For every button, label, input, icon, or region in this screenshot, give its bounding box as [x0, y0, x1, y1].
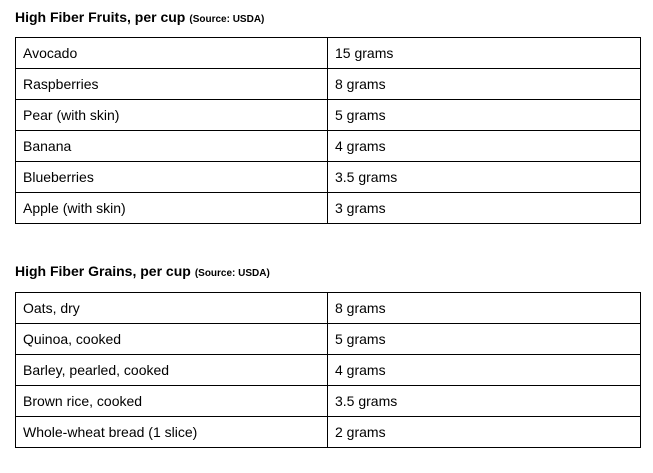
fiber-amount-cell: 2 grams — [328, 417, 641, 448]
fruit-name-cell: Apple (with skin) — [16, 193, 328, 224]
fruits-section-title — [15, 8, 264, 29]
grains-title-text: High Fiber Grains, per cup — [15, 263, 191, 279]
table-row — [16, 324, 641, 355]
table-row — [16, 193, 641, 224]
table-row — [16, 417, 641, 448]
fiber-amount-cell: 5 grams — [328, 324, 641, 355]
fiber-amount-cell: 4 grams — [328, 131, 641, 162]
table-row — [16, 69, 641, 100]
fiber-amount-cell: 8 grams — [328, 293, 641, 324]
grain-name-cell: Whole-wheat bread (1 slice) — [16, 417, 328, 448]
table-row — [16, 131, 641, 162]
fiber-amount-cell: 15 grams — [328, 38, 641, 69]
fiber-amount-cell: 3.5 grams — [328, 162, 641, 193]
fruits-title-text: High Fiber Fruits, per cup — [15, 9, 186, 25]
table-row — [16, 386, 641, 417]
grain-name-cell: Oats, dry — [16, 293, 328, 324]
fiber-amount-cell: 8 grams — [328, 69, 641, 100]
table-row — [16, 293, 641, 324]
fiber-amount-cell: 3 grams — [328, 193, 641, 224]
fruit-name-cell: Avocado — [16, 38, 328, 69]
grains-fiber-table — [15, 292, 641, 448]
fiber-amount-cell: 5 grams — [328, 100, 641, 131]
fruit-name-cell: Raspberries — [16, 69, 328, 100]
grain-name-cell: Barley, pearled, cooked — [16, 355, 328, 386]
table-row — [16, 38, 641, 69]
table-row — [16, 100, 641, 131]
grains-source-note: (Source: USDA) — [194, 268, 270, 279]
fruits-source-note: (Source: USDA) — [189, 14, 265, 25]
fruit-name-cell: Pear (with skin) — [16, 100, 328, 131]
grains-section-title — [15, 262, 270, 283]
table-row — [16, 162, 641, 193]
fruit-name-cell: Blueberries — [16, 162, 328, 193]
grain-name-cell: Quinoa, cooked — [16, 324, 328, 355]
fiber-amount-cell: 3.5 grams — [328, 386, 641, 417]
table-row — [16, 355, 641, 386]
fruits-fiber-table — [15, 37, 641, 224]
fiber-amount-cell: 4 grams — [328, 355, 641, 386]
grain-name-cell: Brown rice, cooked — [16, 386, 328, 417]
fruit-name-cell: Banana — [16, 131, 328, 162]
